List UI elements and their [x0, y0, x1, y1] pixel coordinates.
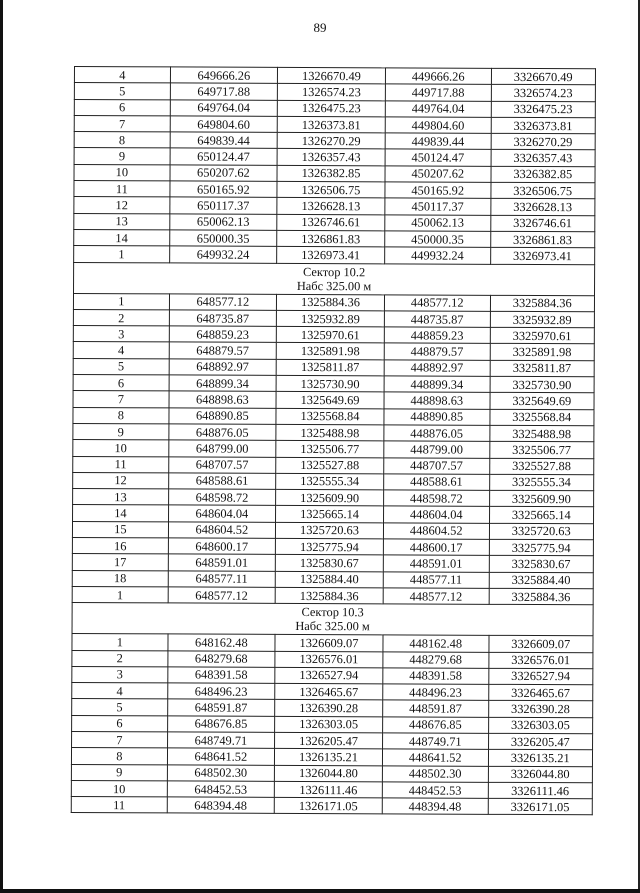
sector-title: Сектор 10.3: [301, 605, 364, 620]
y-coordinate-cell: 1326357.43: [277, 149, 385, 166]
x-coordinate-cell: 648898.63: [169, 391, 276, 408]
y-coordinate-cell: 1325775.94: [275, 538, 383, 555]
y-coordinate-cell: 1326205.47: [275, 732, 383, 749]
x-coordinate-alt-cell: 448577.12: [383, 588, 489, 605]
y-coordinate-alt-cell: 3325649.69: [490, 393, 595, 410]
y-coordinate-alt-cell: 3326357.43: [491, 150, 596, 167]
point-number-cell: 10: [74, 164, 170, 181]
y-coordinate-alt-cell: 3325970.61: [490, 327, 595, 344]
y-coordinate-cell: 1325811.87: [276, 359, 384, 376]
x-coordinate-alt-cell: 448588.61: [384, 474, 490, 491]
x-coordinate-alt-cell: 448591.01: [383, 555, 489, 572]
x-coordinate-cell: 650165.92: [170, 181, 277, 198]
point-number-cell: 1: [74, 246, 170, 263]
y-coordinate-alt-cell: 3326270.29: [491, 134, 596, 151]
y-coordinate-alt-cell: 3326135.21: [488, 750, 593, 767]
x-coordinate-alt-cell: 448604.04: [384, 506, 490, 523]
y-coordinate-alt-cell: 3326576.01: [488, 652, 593, 669]
x-coordinate-cell: 648676.85: [167, 716, 274, 733]
x-coordinate-alt-cell: 450165.92: [385, 182, 491, 199]
point-number-cell: 5: [72, 699, 168, 716]
point-number-cell: 2: [73, 309, 169, 326]
x-coordinate-cell: 648876.05: [169, 424, 276, 441]
x-coordinate-alt-cell: 448604.52: [383, 523, 489, 540]
x-coordinate-alt-cell: 450000.35: [385, 231, 491, 248]
y-coordinate-alt-cell: 3325555.34: [489, 474, 594, 491]
y-coordinate-cell: 1326475.23: [277, 100, 385, 117]
x-coordinate-cell: 648588.61: [168, 473, 275, 490]
x-coordinate-alt-cell: 448749.71: [383, 733, 489, 750]
x-coordinate-cell: 648879.57: [169, 342, 276, 359]
x-coordinate-alt-cell: 448591.87: [383, 700, 489, 717]
y-coordinate-cell: 1325649.69: [276, 392, 384, 409]
point-number-cell: 13: [73, 489, 169, 506]
point-number-cell: 8: [74, 132, 170, 149]
point-number-cell: 3: [73, 326, 169, 343]
y-coordinate-alt-cell: 3326973.41: [490, 248, 595, 265]
x-coordinate-cell: 648707.57: [168, 456, 275, 473]
y-coordinate-cell: 1326044.80: [274, 765, 382, 782]
y-coordinate-cell: 1326574.23: [277, 84, 385, 101]
x-coordinate-cell: 649839.44: [170, 132, 277, 149]
x-coordinate-alt-cell: 448707.57: [384, 457, 490, 474]
point-number-cell: 8: [71, 748, 167, 765]
x-coordinate-cell: 648604.52: [168, 522, 275, 539]
y-coordinate-cell: 1325932.89: [276, 310, 384, 327]
y-coordinate-cell: 1326270.29: [277, 133, 385, 150]
y-coordinate-alt-cell: 3326609.07: [488, 636, 593, 653]
x-coordinate-cell: 648749.71: [167, 732, 274, 749]
point-number-cell: 1: [73, 293, 169, 310]
y-coordinate-cell: 1325665.14: [276, 506, 384, 523]
point-number-cell: 6: [73, 375, 169, 392]
sector-header-cell: [72, 603, 593, 636]
y-coordinate-alt-cell: 3326382.85: [491, 166, 596, 183]
y-coordinate-cell: 1326171.05: [274, 798, 382, 815]
sector-altitude: Набс 325.00 м: [295, 619, 370, 634]
x-coordinate-alt-cell: 450124.47: [385, 149, 491, 166]
x-coordinate-alt-cell: 449717.88: [385, 84, 491, 101]
x-coordinate-alt-cell: 448735.87: [384, 311, 490, 328]
point-number-cell: 5: [74, 83, 170, 100]
y-coordinate-cell: 1326303.05: [275, 716, 383, 733]
y-coordinate-alt-cell: 3325665.14: [489, 507, 594, 524]
x-coordinate-alt-cell: 448879.57: [384, 343, 490, 360]
x-coordinate-alt-cell: 448799.00: [384, 441, 490, 458]
y-coordinate-alt-cell: 3325609.90: [489, 490, 594, 507]
point-number-cell: 7: [74, 115, 170, 132]
x-coordinate-cell: 648899.34: [169, 375, 276, 392]
y-coordinate-cell: 1325891.98: [276, 343, 384, 360]
x-coordinate-alt-cell: 448162.48: [383, 635, 489, 652]
y-coordinate-cell: 1326746.61: [277, 214, 385, 231]
y-coordinate-cell: 1325720.63: [275, 522, 383, 539]
x-coordinate-alt-cell: 448496.23: [383, 684, 489, 701]
x-coordinate-cell: 649764.04: [170, 100, 277, 117]
y-coordinate-alt-cell: 3326044.80: [488, 766, 593, 783]
y-coordinate-cell: 1326373.81: [277, 116, 385, 133]
y-coordinate-cell: 1326861.83: [277, 230, 385, 247]
y-coordinate-cell: 1325884.36: [276, 294, 384, 311]
x-coordinate-cell: 648394.48: [167, 797, 274, 814]
x-coordinate-alt-cell: 448577.12: [384, 294, 490, 311]
x-coordinate-alt-cell: 448899.34: [384, 376, 490, 393]
x-coordinate-alt-cell: 448598.72: [384, 490, 490, 507]
y-coordinate-cell: 1325555.34: [276, 473, 384, 490]
x-coordinate-alt-cell: 449839.44: [385, 133, 491, 150]
x-coordinate-alt-cell: 449764.04: [385, 100, 491, 117]
y-coordinate-cell: 1326527.94: [275, 667, 383, 684]
y-coordinate-alt-cell: 3325884.36: [489, 588, 594, 605]
y-coordinate-alt-cell: 3326574.23: [491, 85, 596, 102]
x-coordinate-alt-cell: 448859.23: [384, 327, 490, 344]
x-coordinate-cell: 648496.23: [167, 683, 274, 700]
x-coordinate-cell: 648600.17: [168, 538, 275, 555]
scan-edge-left: [0, 0, 3, 893]
y-coordinate-cell: 1326111.46: [274, 781, 382, 798]
y-coordinate-alt-cell: 3326390.28: [488, 701, 593, 718]
sector-title: Сектор 10.2: [302, 264, 366, 279]
x-coordinate-cell: 649932.24: [169, 246, 276, 263]
point-number-cell: 12: [73, 472, 169, 489]
x-coordinate-alt-cell: 448600.17: [383, 539, 489, 556]
y-coordinate-cell: 1325527.88: [276, 457, 384, 474]
y-coordinate-cell: 1326390.28: [275, 700, 383, 717]
y-coordinate-cell: 1326135.21: [274, 749, 382, 766]
x-coordinate-cell: 650000.35: [169, 230, 276, 247]
sector-header-row: [74, 262, 595, 295]
y-coordinate-alt-cell: 3326465.67: [488, 684, 593, 701]
point-number-cell: 7: [72, 731, 168, 748]
point-number-cell: 14: [73, 505, 169, 522]
point-number-cell: 4: [73, 342, 169, 359]
point-number-cell: 9: [73, 423, 169, 440]
point-number-cell: 2: [72, 650, 168, 667]
x-coordinate-cell: 648890.85: [169, 408, 276, 425]
point-number-cell: 8: [73, 407, 169, 424]
x-coordinate-alt-cell: 448577.11: [383, 571, 489, 588]
x-coordinate-alt-cell: 448676.85: [383, 717, 489, 734]
x-coordinate-cell: 648452.53: [167, 781, 274, 798]
y-coordinate-alt-cell: 3325884.36: [490, 295, 595, 312]
x-coordinate-alt-cell: 448279.68: [383, 651, 489, 668]
x-coordinate-cell: 649666.26: [170, 67, 277, 84]
point-number-cell: 4: [72, 683, 168, 700]
point-number-cell: 7: [73, 391, 169, 408]
y-coordinate-cell: 1326506.75: [277, 181, 385, 198]
x-coordinate-alt-cell: 450062.13: [385, 215, 491, 232]
point-number-cell: 11: [74, 181, 170, 198]
y-coordinate-alt-cell: 3325506.77: [489, 442, 594, 459]
y-coordinate-cell: 1325568.84: [276, 408, 384, 425]
y-coordinate-alt-cell: 3325811.87: [490, 360, 595, 377]
point-number-cell: 9: [71, 764, 167, 781]
point-number-cell: 16: [72, 538, 168, 555]
y-coordinate-alt-cell: 3326373.81: [491, 117, 596, 134]
x-coordinate-alt-cell: 448892.97: [384, 360, 490, 377]
x-coordinate-cell: 648799.00: [169, 440, 276, 457]
y-coordinate-alt-cell: 3326670.49: [491, 68, 596, 85]
y-coordinate-cell: 1325884.40: [275, 571, 383, 588]
table-row: [71, 797, 592, 816]
x-coordinate-cell: 648391.58: [168, 667, 275, 684]
y-coordinate-cell: 1325488.98: [276, 424, 384, 441]
scan-edge-bottom: [0, 889, 640, 893]
y-coordinate-cell: 1325830.67: [275, 555, 383, 572]
coordinates-table-body: [71, 67, 595, 816]
x-coordinate-cell: 648279.68: [168, 650, 275, 667]
point-number-cell: 10: [73, 440, 169, 457]
sector-header-row: [72, 603, 593, 636]
point-number-cell: 6: [72, 715, 168, 732]
x-coordinate-cell: 648598.72: [168, 489, 275, 506]
page-number: 89: [313, 20, 327, 35]
x-coordinate-cell: 648577.12: [168, 587, 275, 604]
point-number-cell: 3: [72, 666, 168, 683]
x-coordinate-alt-cell: 448391.58: [383, 668, 489, 685]
point-number-cell: 12: [74, 197, 170, 214]
y-coordinate-alt-cell: 3326475.23: [491, 101, 596, 118]
x-coordinate-cell: 648591.87: [167, 699, 274, 716]
y-coordinate-alt-cell: 3325488.98: [489, 425, 594, 442]
x-coordinate-alt-cell: 449666.26: [385, 68, 491, 85]
y-coordinate-cell: 1326973.41: [277, 247, 385, 264]
y-coordinate-alt-cell: 3326527.94: [488, 668, 593, 685]
sector-header-cell: [74, 262, 595, 295]
point-number-cell: 6: [74, 99, 170, 116]
y-coordinate-alt-cell: 3326171.05: [488, 798, 593, 815]
x-coordinate-cell: 650124.47: [170, 148, 277, 165]
y-coordinate-alt-cell: 3326506.75: [490, 182, 595, 199]
y-coordinate-cell: 1325970.61: [276, 327, 384, 344]
x-coordinate-cell: 648162.48: [168, 634, 275, 651]
y-coordinate-alt-cell: 3325775.94: [489, 539, 594, 556]
x-coordinate-alt-cell: 449804.60: [385, 117, 491, 134]
x-coordinate-cell: 649717.88: [170, 83, 277, 100]
sector-altitude: Набс 325.00 м: [296, 278, 372, 293]
y-coordinate-alt-cell: 3325568.84: [489, 409, 594, 426]
point-number-cell: 13: [74, 213, 170, 230]
x-coordinate-alt-cell: 450117.37: [385, 198, 491, 215]
x-coordinate-cell: 648577.12: [169, 293, 276, 310]
y-coordinate-cell: 1326576.01: [275, 651, 383, 668]
x-coordinate-cell: 648604.04: [168, 505, 275, 522]
x-coordinate-cell: 648502.30: [167, 764, 274, 781]
point-number-cell: 1: [72, 634, 168, 651]
point-number-cell: 1: [72, 586, 168, 603]
y-coordinate-alt-cell: 3325720.63: [489, 523, 594, 540]
y-coordinate-cell: 1326628.13: [277, 198, 385, 215]
x-coordinate-alt-cell: 448876.05: [384, 425, 490, 442]
point-number-cell: 17: [72, 554, 168, 571]
point-number-cell: 11: [73, 456, 169, 473]
x-coordinate-alt-cell: 448641.52: [382, 749, 488, 766]
point-number-cell: 11: [71, 797, 167, 814]
y-coordinate-alt-cell: 3326861.83: [490, 231, 595, 248]
point-number-cell: 14: [74, 229, 170, 246]
y-coordinate-cell: 1326382.85: [277, 165, 385, 182]
y-coordinate-cell: 1326670.49: [277, 67, 385, 84]
x-coordinate-cell: 650062.13: [170, 214, 277, 231]
y-coordinate-cell: 1325730.90: [276, 375, 384, 392]
point-number-cell: 9: [74, 148, 170, 165]
y-coordinate-alt-cell: 3325527.88: [489, 458, 594, 475]
y-coordinate-cell: 1325884.36: [275, 587, 383, 604]
x-coordinate-alt-cell: 448890.85: [384, 408, 490, 425]
coordinates-table: [71, 66, 596, 816]
x-coordinate-alt-cell: 448898.63: [384, 392, 490, 409]
point-number-cell: 15: [72, 521, 168, 538]
y-coordinate-alt-cell: 3325932.89: [490, 311, 595, 328]
x-coordinate-cell: 648591.01: [168, 554, 275, 571]
x-coordinate-cell: 648641.52: [167, 748, 274, 765]
x-coordinate-cell: 650117.37: [170, 197, 277, 214]
y-coordinate-alt-cell: 3326303.05: [488, 717, 593, 734]
y-coordinate-alt-cell: 3325884.40: [489, 572, 594, 589]
x-coordinate-alt-cell: 448394.48: [382, 798, 488, 815]
y-coordinate-alt-cell: 3326628.13: [490, 199, 595, 216]
point-number-cell: 5: [73, 358, 169, 375]
y-coordinate-cell: 1325609.90: [276, 490, 384, 507]
y-coordinate-alt-cell: 3326746.61: [490, 215, 595, 232]
y-coordinate-cell: 1325506.77: [276, 441, 384, 458]
x-coordinate-alt-cell: 450207.62: [385, 166, 491, 183]
x-coordinate-cell: 650207.62: [170, 165, 277, 182]
y-coordinate-cell: 1326465.67: [275, 683, 383, 700]
point-number-cell: 4: [74, 67, 170, 84]
x-coordinate-cell: 648735.87: [169, 310, 276, 327]
point-number-cell: 18: [72, 570, 168, 587]
x-coordinate-cell: 649804.60: [170, 116, 277, 133]
y-coordinate-alt-cell: 3325891.98: [490, 344, 595, 361]
y-coordinate-alt-cell: 3325830.67: [489, 556, 594, 573]
y-coordinate-cell: 1326609.07: [275, 635, 383, 652]
x-coordinate-cell: 648859.23: [169, 326, 276, 343]
x-coordinate-alt-cell: 449932.24: [385, 247, 491, 264]
x-coordinate-alt-cell: 448502.30: [382, 765, 488, 782]
x-coordinate-cell: 648577.11: [168, 571, 275, 588]
x-coordinate-cell: 648892.97: [169, 359, 276, 376]
x-coordinate-alt-cell: 448452.53: [382, 782, 488, 799]
y-coordinate-alt-cell: 3325730.90: [490, 376, 595, 393]
point-number-cell: 10: [71, 780, 167, 797]
y-coordinate-alt-cell: 3326205.47: [488, 733, 593, 750]
y-coordinate-alt-cell: 3326111.46: [488, 782, 593, 799]
